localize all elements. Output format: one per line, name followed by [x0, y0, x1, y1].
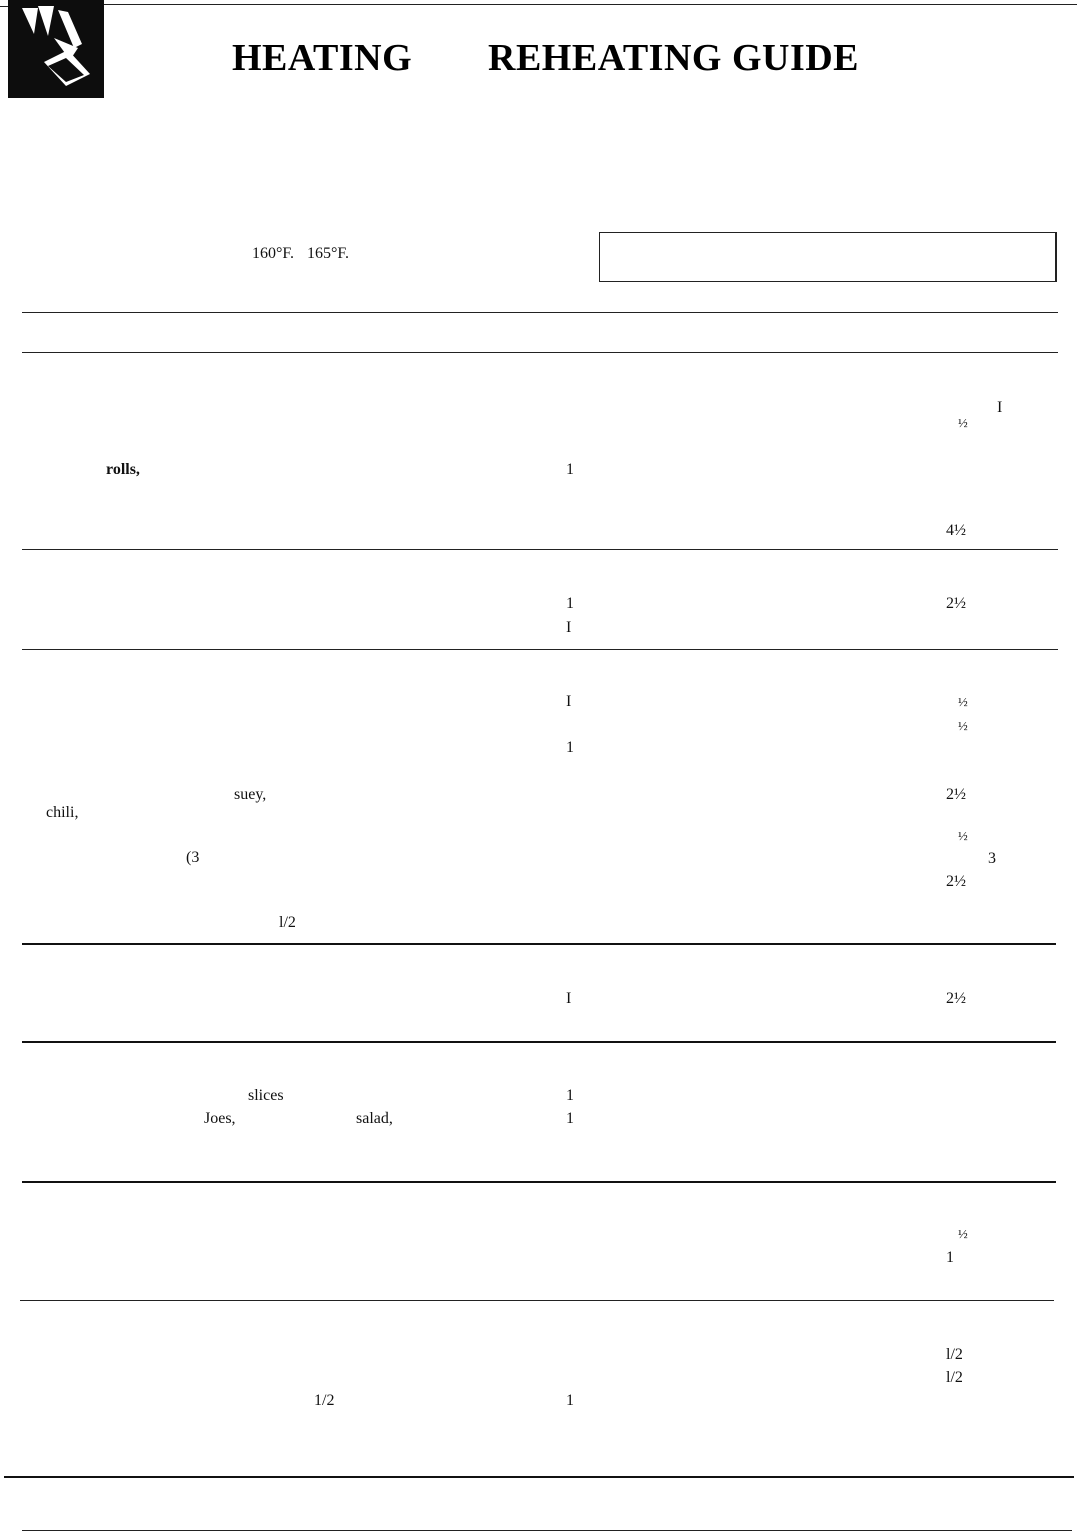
quantity-value: I: [566, 619, 572, 636]
food-item-chili: chili,: [46, 804, 79, 821]
quantity-value: 1: [566, 1110, 574, 1127]
time-value: 3: [988, 850, 996, 867]
quantity-value: 1: [566, 595, 574, 612]
time-value: 1: [946, 1249, 954, 1266]
section-rule: [22, 1041, 1056, 1043]
time-value: ½: [958, 694, 968, 709]
pointing-hand-icon: [8, 0, 104, 98]
quantity-value: I: [566, 693, 572, 710]
section-rule: [22, 1181, 1056, 1183]
note-box: [599, 232, 1057, 282]
table-header-bottom-rule: [22, 352, 1058, 353]
food-item-salad: salad,: [356, 1110, 393, 1127]
time-value: ½: [958, 828, 968, 843]
temp-high: 165°F.: [307, 245, 350, 262]
page-title-heating: HEATING: [232, 37, 413, 79]
quantity-value: 1: [566, 1087, 574, 1104]
section-rule: [22, 549, 1058, 550]
time-value: 2½: [946, 990, 966, 1007]
food-item-note: l/2: [279, 914, 296, 931]
section-rule: [22, 649, 1058, 650]
section-rule: [20, 1300, 1054, 1301]
quantity-value: 1: [566, 739, 574, 756]
table-bottom-rule: [4, 1476, 1074, 1478]
time-value: ½: [958, 415, 968, 430]
time-value: ½: [958, 718, 968, 733]
quantity-value: 1: [566, 1392, 574, 1409]
time-value: 4½: [946, 522, 966, 539]
temp-low: 160°F.: [252, 245, 295, 262]
food-item-note: 1/2: [314, 1392, 335, 1409]
food-item-slices: slices: [248, 1087, 284, 1104]
quantity-value: I: [566, 990, 572, 1007]
time-value: I: [997, 399, 1003, 416]
time-value: 2½: [946, 595, 966, 612]
food-item-note: (3: [186, 849, 200, 866]
food-item-rolls: rolls,: [106, 461, 140, 478]
page-title-reheating-guide: REHEATING GUIDE: [488, 37, 860, 79]
time-value: 2½: [946, 786, 966, 803]
time-value: l/2: [946, 1346, 963, 1363]
table-header-top-rule: [22, 312, 1058, 313]
time-value: ½: [958, 1226, 968, 1241]
food-item-joes: Joes,: [204, 1110, 236, 1127]
time-value: l/2: [946, 1369, 963, 1386]
time-value: 2½: [946, 873, 966, 890]
quantity-value: 1: [566, 461, 574, 478]
top-rule: [100, 4, 1077, 5]
section-rule: [22, 943, 1056, 945]
food-item-suey: suey,: [234, 786, 267, 803]
page-bottom-rule: [22, 1530, 1072, 1531]
